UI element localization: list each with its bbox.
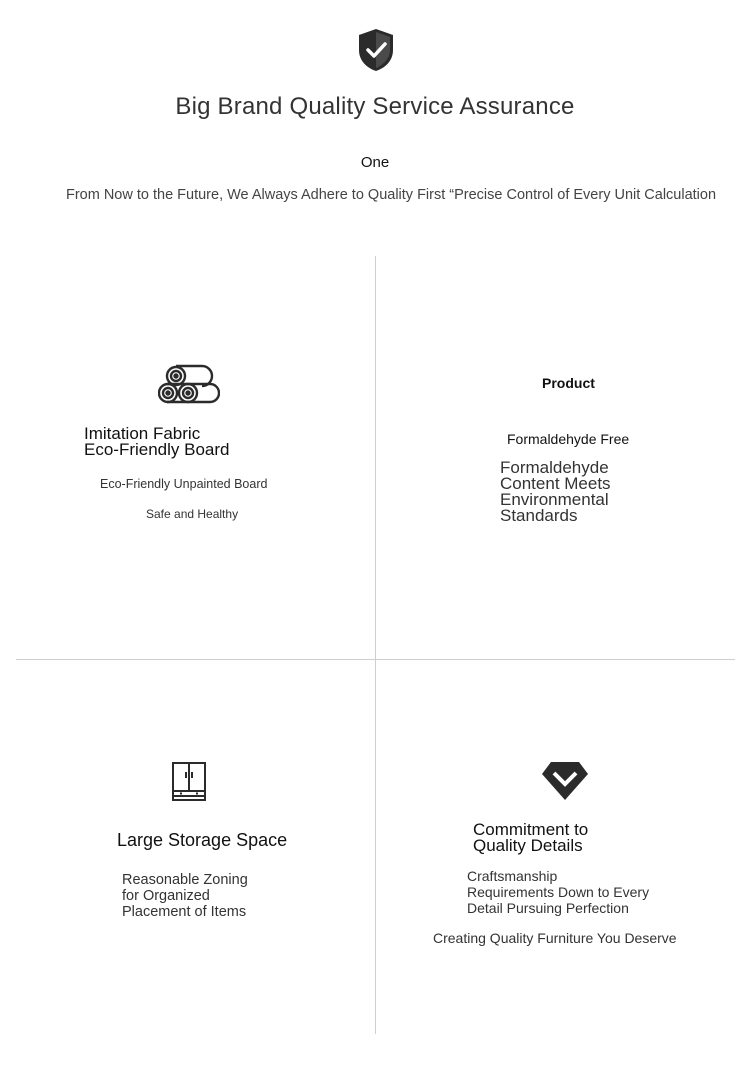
formaldehyde-line1: Formaldehyde bbox=[500, 458, 609, 477]
quality-title bbox=[473, 822, 673, 854]
quality-line2: Requirements Down to Every bbox=[467, 884, 650, 900]
storage-line3: Placement of Items bbox=[122, 904, 247, 920]
quality-line3: Detail Pursuing Perfection bbox=[467, 900, 629, 916]
eco-board-tagline: Safe and Healthy bbox=[146, 507, 239, 521]
vertical-divider bbox=[375, 256, 376, 1034]
horizontal-divider bbox=[16, 659, 735, 660]
quality-footer: Creating Quality Furniture You Deserve bbox=[433, 930, 677, 946]
eco-board-title bbox=[84, 426, 324, 458]
quality-line1: Craftsmanship bbox=[467, 868, 558, 884]
formaldehyde-line4: Standards bbox=[500, 506, 578, 525]
quality-description bbox=[467, 868, 677, 916]
page-subtitle: From Now to the Future, We Always Adhere to Quality First “Precise Control of Every Unit Calculation bbox=[65, 187, 717, 203]
quality-title-line1: Commitment to bbox=[473, 820, 589, 839]
section-marker: One bbox=[360, 154, 390, 171]
storage-description bbox=[122, 872, 272, 920]
formaldehyde-description bbox=[500, 460, 650, 524]
storage-line2: for Organized bbox=[122, 888, 210, 904]
storage-line1: Reasonable Zoning bbox=[122, 872, 248, 888]
storage-title: Large Storage Space bbox=[117, 830, 288, 850]
formaldehyde-line2: Content Meets bbox=[500, 474, 611, 493]
formaldehyde-line3: Environmental bbox=[500, 490, 609, 509]
product-label: Product bbox=[542, 375, 595, 391]
diamond-icon bbox=[541, 761, 589, 801]
page-title: Big Brand Quality Service Assurance bbox=[175, 93, 575, 120]
stacked-logs-icon bbox=[158, 362, 220, 404]
eco-board-description: Eco-Friendly Unpainted Board bbox=[100, 477, 268, 491]
quality-title-line2: Quality Details bbox=[473, 836, 583, 855]
eco-board-title-line2: Eco-Friendly Board bbox=[84, 440, 230, 459]
formaldehyde-title: Formaldehyde Free bbox=[507, 431, 630, 447]
eco-board-title-line1: Imitation Fabric bbox=[84, 424, 201, 443]
shield-check-icon bbox=[357, 28, 395, 72]
wardrobe-icon bbox=[171, 762, 207, 802]
